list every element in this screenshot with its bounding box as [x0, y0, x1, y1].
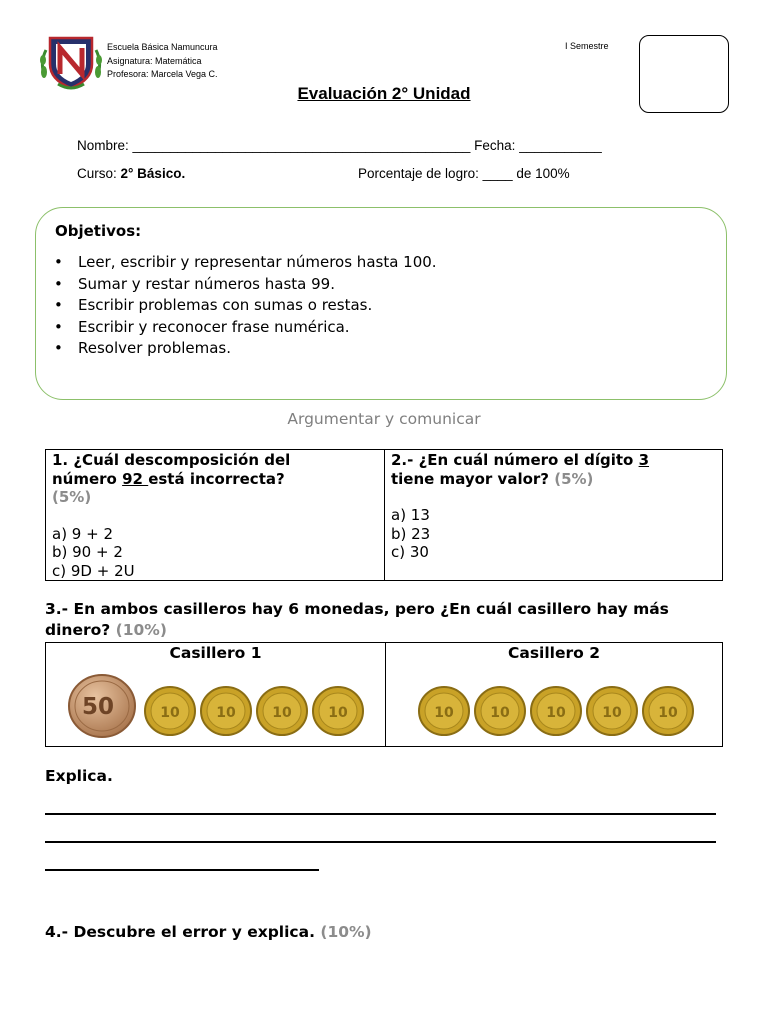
answer-line[interactable]: [45, 841, 716, 843]
question-2-text: [391, 451, 716, 488]
coin-10-icon: [418, 686, 470, 736]
option[interactable]: a) 13: [391, 506, 430, 524]
coin-10-icon: [144, 686, 196, 736]
question-1-line: [52, 470, 378, 489]
option[interactable]: b) 23: [391, 524, 431, 543]
question-2-digit: 3: [638, 451, 650, 469]
question-1-fragment: está incorrecta?: [148, 469, 285, 488]
question-1-line: 1. ¿Cuál descomposición del: [52, 451, 291, 469]
questions-table: [45, 449, 723, 581]
question-1-percent: (5%): [52, 488, 92, 506]
list-item: • Resolver problemas.: [78, 338, 437, 360]
objectives-box: [35, 207, 727, 400]
coin-10-label: 10: [602, 705, 622, 721]
course-row: [77, 166, 185, 181]
question-2: [385, 450, 722, 580]
list-item: • Escribir y reconocer frase numérica.: [78, 317, 437, 339]
question-2-fragment: 2.- ¿En cuál número el dígito: [391, 451, 639, 469]
box-1-title: Casillero 1: [169, 644, 262, 662]
school-info: [107, 41, 218, 82]
answer-line[interactable]: [45, 869, 319, 871]
question-1: [46, 450, 385, 580]
box-2-title: Casillero 2: [508, 644, 600, 662]
list-item: • Escribir problemas con sumas o restas.: [78, 295, 437, 317]
question-4-fragment: 4.- Descubre el error y explica.: [45, 923, 321, 941]
list-item: • Sumar y restar números hasta 99.: [78, 274, 437, 296]
coin-10-label: 10: [216, 705, 236, 721]
coin-10-label: 10: [434, 705, 454, 721]
coin-10-label: 10: [328, 705, 348, 721]
question-1-fragment: número: [52, 469, 123, 488]
explain-label: Explica.: [45, 767, 113, 785]
question-2-options: [391, 506, 716, 562]
coin-10-label: 10: [546, 705, 566, 721]
objectives-title: Objetivos:: [55, 222, 142, 240]
name-field[interactable]: _____________________________________________: [132, 138, 471, 153]
coin-10-icon: [200, 686, 252, 736]
question-2-line: [391, 451, 716, 470]
page-title: [0, 84, 768, 104]
option[interactable]: c) 9D + 2U: [52, 561, 135, 580]
coin-10-label: 10: [658, 705, 678, 721]
question-1-number: 92: [122, 469, 149, 488]
coin-10-icon: [312, 686, 364, 736]
coin-10-icon: [474, 686, 526, 736]
course-value: 2° Básico.: [120, 166, 186, 181]
answer-line[interactable]: [45, 813, 716, 815]
question-1-text: [52, 451, 378, 507]
question-1-options: [52, 525, 378, 581]
coin-10-label: 10: [272, 705, 292, 721]
box-2: [386, 643, 722, 746]
question-2-percent: (5%): [554, 469, 594, 488]
semester-label: I Semestre: [565, 41, 609, 51]
coin-10-icon: [642, 686, 694, 736]
subject-label: Asignatura: Matemática: [107, 55, 202, 66]
question-3-fragment: 3.- En ambos casilleros hay 6 monedas, pero ¿En cuál casillero hay más dinero?: [45, 600, 669, 639]
question-2-line: [391, 470, 716, 489]
date-label: Fecha:: [470, 138, 520, 153]
list-item: • Leer, escribir y representar números hasta 100.: [78, 252, 437, 274]
name-label: Nombre:: [77, 138, 133, 153]
box-1: [46, 643, 386, 746]
achievement-label: Porcentaje de logro: ____ de 100%: [358, 166, 570, 181]
objectives-list: [78, 252, 437, 360]
coin-50-label: 50: [81, 694, 115, 720]
option[interactable]: b) 90 + 2: [52, 543, 123, 561]
school-name: Escuela Básica Namuncura: [107, 42, 218, 52]
coin-10-icon: [586, 686, 638, 736]
coin-10-icon: [530, 686, 582, 736]
option[interactable]: a) 9 + 2: [52, 524, 114, 543]
coin-10-label: 10: [490, 705, 510, 721]
question-3-text: [45, 599, 735, 641]
page-title-text: Evaluación 2° Unidad: [297, 84, 471, 103]
coin-10-icon: [256, 686, 308, 736]
question-3-percent: (10%): [115, 621, 167, 639]
question-4-percent: (10%): [320, 923, 372, 941]
course-label: Curso:: [77, 166, 121, 181]
coin-table: [45, 642, 723, 747]
teacher-label: Profesora: Marcela Vega C.: [107, 69, 218, 79]
coin-10-label: 10: [160, 705, 180, 721]
question-4-text: [45, 923, 372, 941]
coin-50-icon: [67, 673, 137, 739]
question-2-fragment: tiene mayor valor?: [391, 469, 555, 488]
name-date-row: [77, 138, 602, 153]
option[interactable]: c) 30: [391, 543, 429, 561]
date-field[interactable]: ___________: [519, 138, 602, 153]
section-title: Argumentar y comunicar: [287, 410, 481, 428]
